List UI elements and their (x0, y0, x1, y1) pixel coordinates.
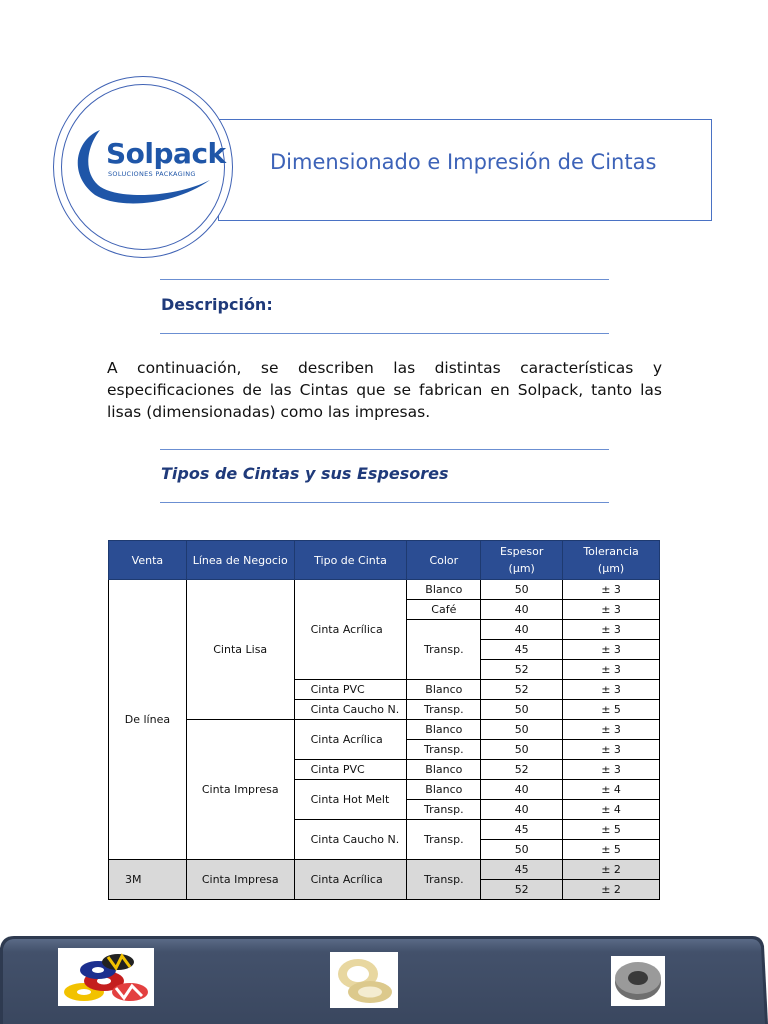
divider (160, 502, 609, 503)
color-cell: Transp. (407, 800, 481, 820)
header-espesor: Espesor (μm) (481, 541, 563, 580)
espesor-cell: 50 (481, 720, 563, 740)
color-cell: Blanco (407, 720, 481, 740)
tipo-cell: Cinta PVC (294, 760, 407, 780)
header-linea: Línea de Negocio (186, 541, 294, 580)
tolerancia-cell: ± 2 (563, 880, 660, 900)
header-venta: Venta (109, 541, 187, 580)
venta-cell: 3M (109, 860, 187, 900)
tape-spec-table (108, 540, 660, 900)
espesor-cell: 40 (481, 800, 563, 820)
espesor-cell: 45 (481, 860, 563, 880)
espesor-cell: 40 (481, 600, 563, 620)
logo-tagline: SOLUCIONES PACKAGING (108, 170, 196, 178)
color-cell: Blanco (407, 580, 481, 600)
color-cell: Transp. (407, 860, 481, 900)
tolerancia-cell: ± 3 (563, 600, 660, 620)
duct-tape-image (611, 956, 665, 1006)
tolerancia-cell: ± 3 (563, 580, 660, 600)
espesor-cell: 45 (481, 820, 563, 840)
espesor-cell: 40 (481, 780, 563, 800)
linea-cell: Cinta Impresa (186, 720, 294, 860)
tolerancia-cell: ± 3 (563, 740, 660, 760)
header-tolerancia: Tolerancia (μm) (563, 541, 660, 580)
tolerancia-cell: ± 5 (563, 820, 660, 840)
color-cell: Transp. (407, 700, 481, 720)
espesor-cell: 50 (481, 700, 563, 720)
tolerancia-cell: ± 4 (563, 800, 660, 820)
espesor-cell: 45 (481, 640, 563, 660)
color-cell: Blanco (407, 780, 481, 800)
tolerancia-cell: ± 3 (563, 760, 660, 780)
table-row (109, 580, 660, 600)
page-title: Dimensionado e Impresión de Cintas (270, 150, 657, 174)
tipo-cell: Cinta Caucho N. (294, 700, 407, 720)
tipo-cell: Cinta PVC (294, 680, 407, 700)
tape-rolls-image (58, 948, 154, 1006)
color-cell: Transp. (407, 620, 481, 680)
color-cell: Blanco (407, 760, 481, 780)
linea-cell: Cinta Impresa (186, 860, 294, 900)
espesor-cell: 50 (481, 580, 563, 600)
description-heading: Descripción: (161, 295, 273, 314)
tipo-cell: Cinta Caucho N. (294, 820, 407, 860)
tipo-cell: Cinta Acrílica (294, 860, 407, 900)
tolerancia-cell: ± 3 (563, 660, 660, 680)
tolerancia-cell: ± 3 (563, 640, 660, 660)
linea-cell: Cinta Lisa (186, 580, 294, 720)
table-row (109, 720, 660, 740)
tolerancia-cell: ± 5 (563, 700, 660, 720)
tolerancia-cell: ± 4 (563, 780, 660, 800)
espesor-cell: 52 (481, 680, 563, 700)
tolerancia-cell: ± 3 (563, 680, 660, 700)
tolerancia-cell: ± 5 (563, 840, 660, 860)
espesor-cell: 52 (481, 660, 563, 680)
tipo-cell: Cinta Acrílica (294, 720, 407, 760)
tolerancia-cell: ± 3 (563, 620, 660, 640)
table-header-row (109, 541, 660, 580)
espesor-cell: 50 (481, 840, 563, 860)
tolerancia-cell: ± 3 (563, 720, 660, 740)
tipo-cell: Cinta Hot Melt (294, 780, 407, 820)
masking-tape-image (330, 952, 398, 1008)
venta-cell: De línea (109, 580, 187, 860)
divider (160, 279, 609, 280)
divider (160, 333, 609, 334)
header-color: Color (407, 541, 481, 580)
tipo-cell: Cinta Acrílica (294, 580, 407, 680)
divider (160, 449, 609, 450)
table-row (109, 860, 660, 880)
tolerancia-cell: ± 2 (563, 860, 660, 880)
espesor-cell: 40 (481, 620, 563, 640)
espesor-cell: 52 (481, 760, 563, 780)
espesor-cell: 52 (481, 880, 563, 900)
types-heading: Tipos de Cintas y sus Espesores (161, 464, 449, 483)
logo-wordmark: Solpack (106, 137, 226, 170)
description-body: A continuación, se describen las distintas características y especificaciones de las Cintas que se fabrican en Solpack, tanto las lisas (dimensionadas) como las impresas. (107, 359, 662, 421)
color-cell: Blanco (407, 680, 481, 700)
color-cell: Transp. (407, 740, 481, 760)
espesor-cell: 50 (481, 740, 563, 760)
color-cell: Transp. (407, 820, 481, 860)
header-tipo: Tipo de Cinta (294, 541, 407, 580)
color-cell: Café (407, 600, 481, 620)
